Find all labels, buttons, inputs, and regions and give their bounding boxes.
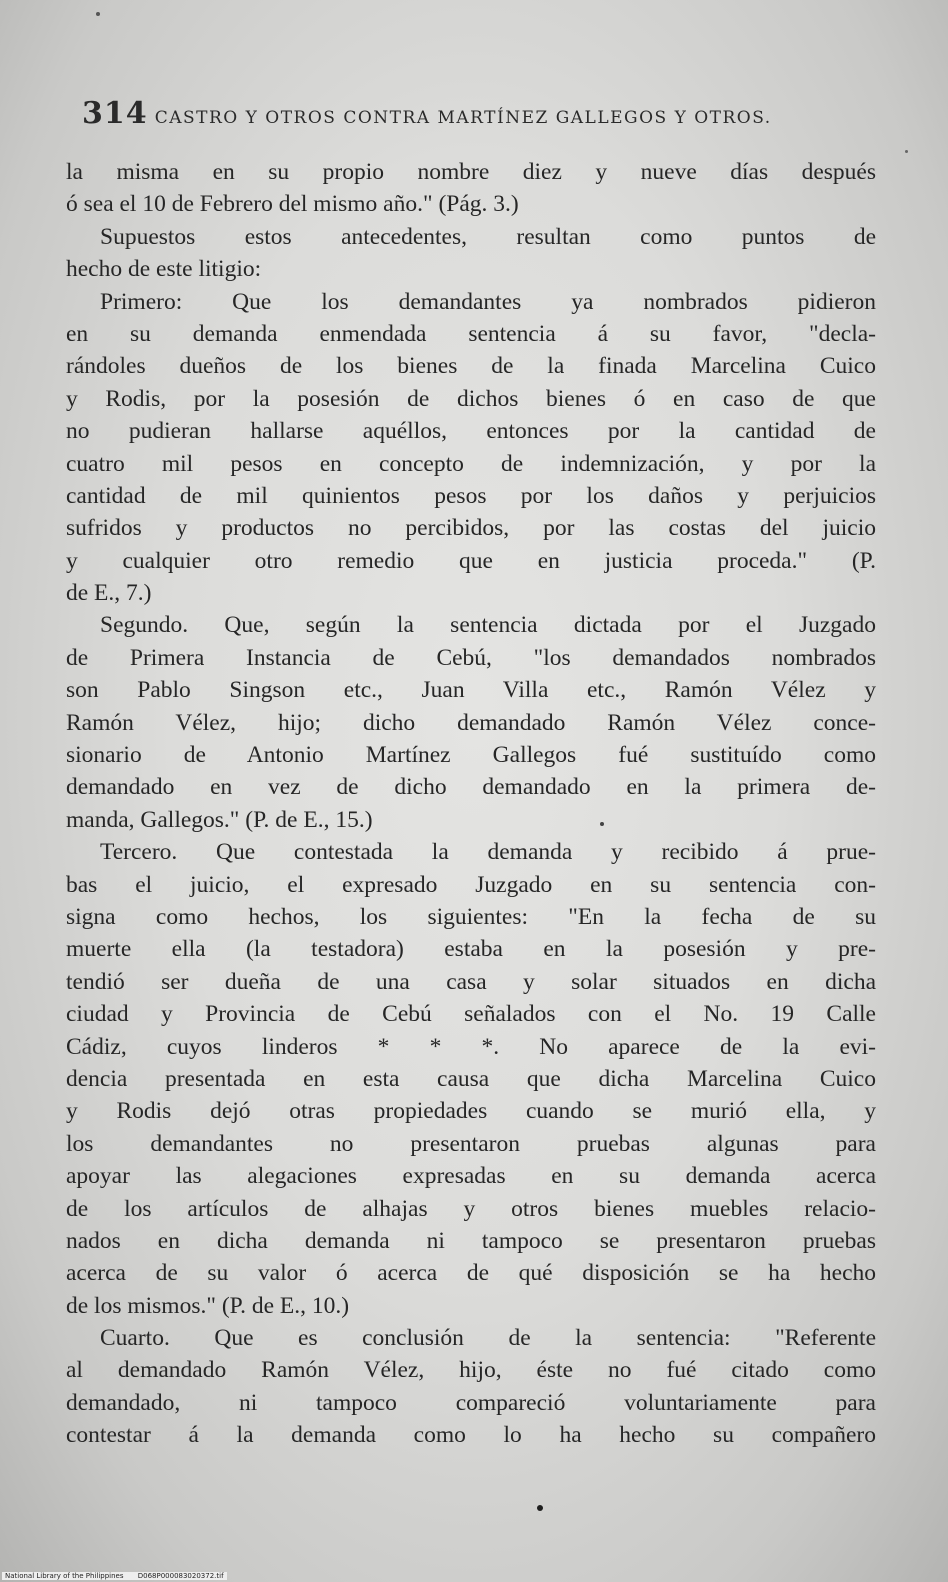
text-line: demandado, ni tampoco compareció voluntariamente para (66, 1389, 876, 1416)
text-line: ciudad y Provincia de Cebú señalados con el No. 19 Calle (66, 1001, 876, 1028)
text-line: Ramón Vélez, hijo; dicho demandado Ramón Vélez conce- (66, 709, 876, 736)
text-line: ó sea el 10 de Febrero del mismo año." (Pág. 3.) (66, 191, 519, 218)
text-line: bas el juicio, el expresado Juzgado en su sentencia con- (66, 871, 876, 898)
text-line: los demandantes no presentaron pruebas algunas para (66, 1130, 876, 1157)
text-line: contestar á la demanda como lo ha hecho su compañero (66, 1422, 876, 1449)
text-line: Cuarto. Que es conclusión de la sentencia: "Referente (100, 1325, 876, 1352)
text-line: Cádiz, cuyos linderos * * *. No aparece de la evi- (66, 1033, 876, 1060)
text-line: hecho de este litigio: (66, 256, 262, 283)
footer-document-id: D068P000083020372.tif (137, 1572, 224, 1580)
text-line: sionario de Antonio Martínez Gallegos fué sustituído como (66, 742, 876, 769)
text-line: son Pablo Singson etc., Juan Villa etc., Ramón Vélez y (66, 677, 876, 704)
text-line: manda, Gallegos." (P. de E., 15.) (66, 806, 373, 833)
text-line: tendió ser dueña de una casa y solar situados en dicha (66, 968, 876, 995)
text-line: cuatro mil pesos en concepto de indemnización, y por la (66, 450, 876, 477)
text-line: cantidad de mil quinientos pesos por los daños y perjuicios (66, 482, 876, 509)
text-line: dencia presentada en esta causa que dicha Marcelina Cuico (66, 1065, 876, 1092)
text-line: Tercero. Que contestada la demanda y recibido á prue- (100, 839, 876, 866)
page-header (82, 96, 882, 131)
text-line: de Primera Instancia de Cebú, "los demandados nombrados (66, 644, 876, 671)
text-line: en su demanda enmendada sentencia á su favor, "decla- (66, 320, 876, 347)
page-number: 314 (82, 96, 148, 131)
text-line: y Rodis, por la posesión de dichos bienes ó en caso de que (66, 385, 876, 412)
text-line: signa como hechos, los siguientes: "En la fecha de su (66, 903, 876, 930)
ink-speck (600, 822, 604, 826)
running-head: CASTRO Y OTROS CONTRA MARTÍNEZ GALLEGOS Y OTROS. (154, 108, 772, 128)
text-line: acerca de su valor ó acerca de qué disposición se ha hecho (66, 1260, 876, 1287)
text-line: al demandado Ramón Vélez, hijo, éste no fué citado como (66, 1357, 876, 1384)
ink-speck (537, 1505, 543, 1511)
text-line: y Rodis dejó otras propiedades cuando se murió ella, y (66, 1098, 876, 1125)
text-line: muerte ella (la testadora) estaba en la posesión y pre- (66, 936, 876, 963)
text-line: sufridos y productos no percibidos, por las costas del juicio (66, 515, 876, 542)
text-line: Supuestos estos antecedentes, resultan como puntos de (100, 223, 876, 250)
body-text (66, 156, 876, 1452)
ink-speck (905, 150, 908, 153)
text-line: de los mismos." (P. de E., 10.) (66, 1292, 350, 1319)
text-line: la misma en su propio nombre diez y nueve días después (66, 159, 876, 185)
text-line: Segundo. Que, según la sentencia dictada por el Juzgado (100, 612, 876, 639)
ink-speck (96, 12, 100, 16)
text-line: Primero: Que los demandantes ya nombrados pidieron (100, 288, 876, 315)
text-line: de E., 7.) (66, 580, 152, 607)
text-line: apoyar las alegaciones expresadas en su demanda acerca (66, 1163, 876, 1190)
text-line: no pudieran hallarse aquéllos, entonces por la cantidad de (66, 418, 876, 445)
text-line: rándoles dueños de los bienes de la finada Marcelina Cuico (66, 353, 876, 380)
text-line: de los artículos de alhajas y otros bienes muebles relacio- (66, 1195, 876, 1222)
text-line: demandado en vez de dicho demandado en la primera de- (66, 774, 876, 801)
footer-institution: National Library of the Philippines (5, 1572, 124, 1580)
text-line: y cualquier otro remedio que en justicia proceda." (P. (66, 547, 876, 574)
scan-footer (2, 1572, 227, 1580)
text-line: nados en dicha demanda ni tampoco se presentaron pruebas (66, 1227, 876, 1254)
